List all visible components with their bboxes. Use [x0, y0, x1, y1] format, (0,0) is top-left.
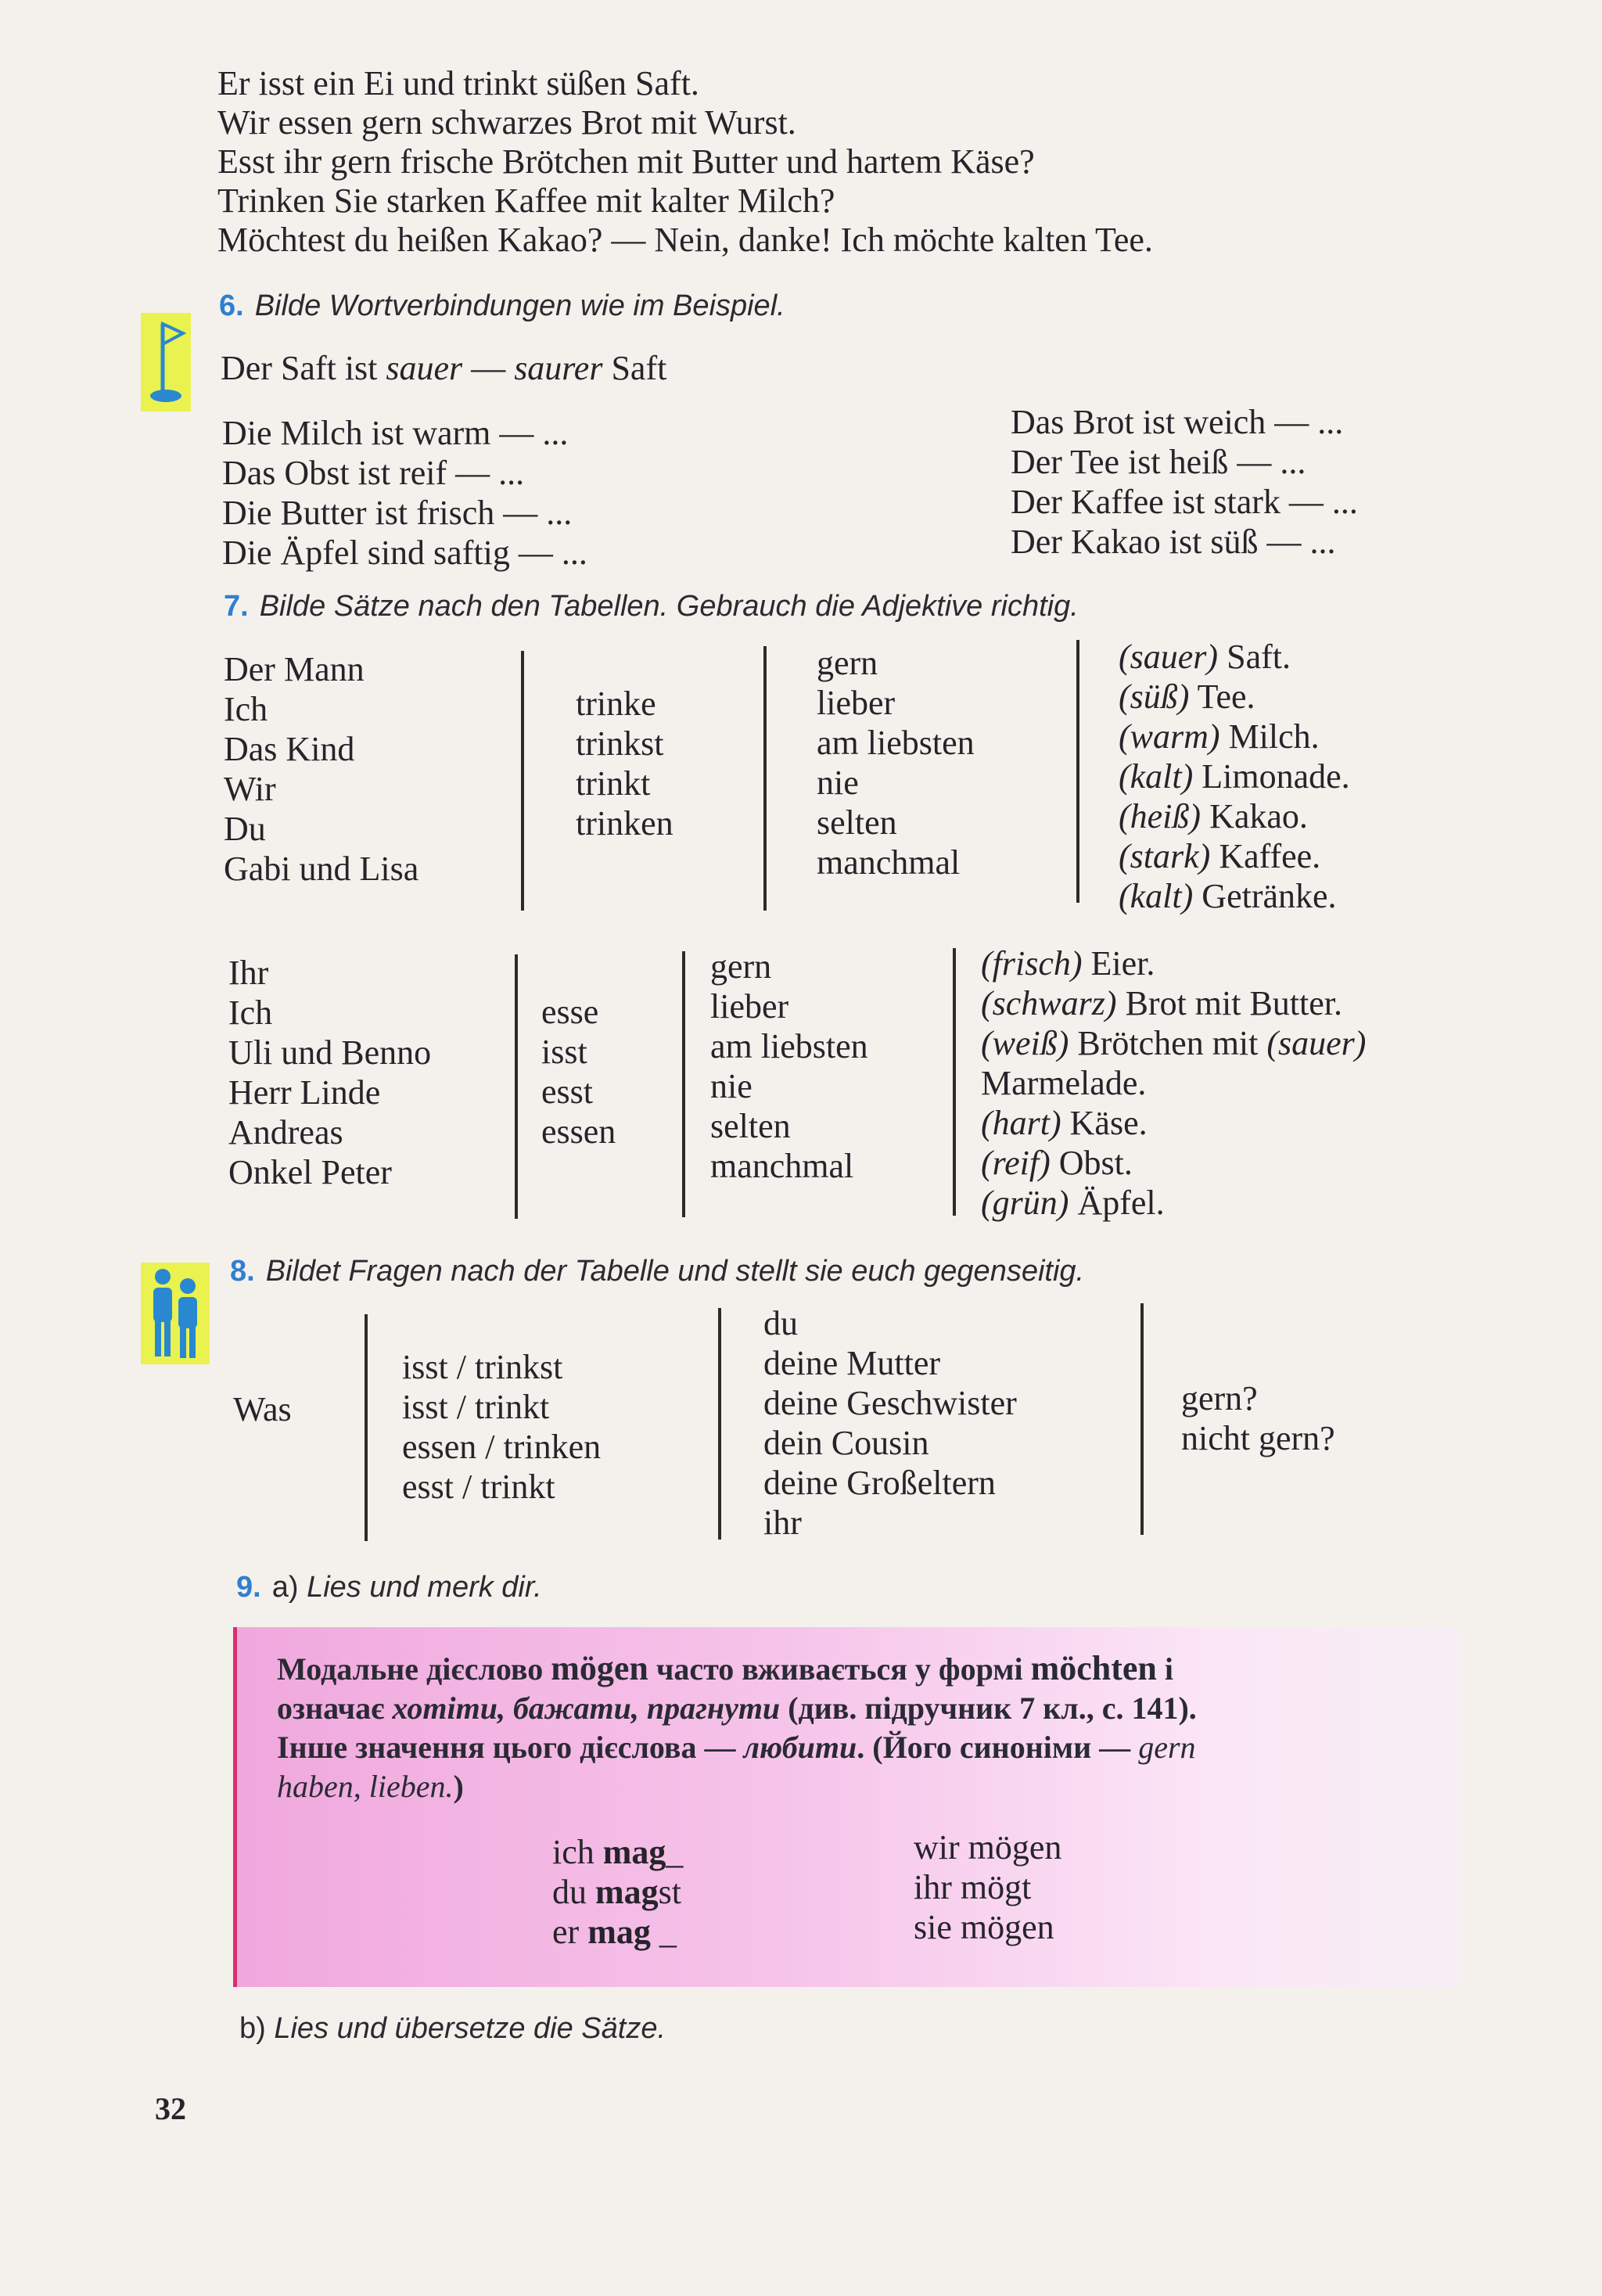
object: (hart) Käse. — [981, 1104, 1148, 1142]
task-instruction: Bilde Sätze nach den Tabellen. Gebrauch die Adjektive richtig. — [259, 590, 1079, 623]
table1-objects — [1119, 637, 1350, 916]
subject: Gabi und Lisa — [224, 850, 419, 888]
table-divider — [718, 1308, 721, 1540]
verb: isst — [541, 1033, 587, 1071]
table-divider — [1076, 640, 1079, 903]
intro-line: Wir essen gern schwarzes Brot mit Wurst. — [217, 103, 796, 142]
verb: trinkt — [576, 764, 651, 803]
intro-line: Er isst ein Ei und trinkt süßen Saft. — [217, 64, 699, 102]
subject: Du — [224, 810, 266, 848]
rule-accent-bar — [233, 1627, 237, 1987]
object: (kalt) Limonade. — [1119, 757, 1350, 796]
rule-line-1: Модальне дієслово mögen часто вживається у формі möchten і — [277, 1649, 1174, 1687]
task8-title — [230, 1255, 1084, 1288]
example-adjective: sauer — [386, 349, 463, 387]
table-divider — [763, 646, 767, 911]
table1-subjects — [224, 649, 418, 889]
rule-line-2: означає хотіти, бажати, прагнути (див. підручник 7 кл., с. 141). — [277, 1691, 1197, 1726]
object: (heiß) Kakao. — [1119, 797, 1308, 835]
table2-adverbs — [710, 947, 868, 1186]
table2-subjects — [228, 953, 431, 1192]
phrase: Der Kaffee ist stark — ... — [1011, 483, 1358, 521]
adverb: manchmal — [817, 843, 961, 882]
conjugation-form: er mag _ — [552, 1913, 677, 1951]
task-instruction: Lies und merk dir. — [307, 1571, 542, 1604]
verb: essen / trinken — [402, 1428, 602, 1466]
verb: esst / trinkt — [402, 1468, 555, 1506]
person: deine Mutter — [763, 1344, 941, 1382]
object: (stark) Kaffee. — [1119, 837, 1321, 875]
intro-line: Trinken Sie starken Kaffee mit kalter Milch? — [217, 181, 835, 220]
conjugation-form: du magst — [552, 1873, 682, 1911]
adverb: nie — [710, 1067, 753, 1105]
task6-left-column — [222, 413, 587, 573]
intro-line: Esst ihr gern frische Brötchen mit Butter und hartem Käse? — [217, 142, 1035, 181]
verb: isst / trinkt — [402, 1388, 550, 1426]
rule-line-3: Інше значення цього дієслова — любити. (Його синоніми — gern — [277, 1730, 1196, 1765]
phrase: Die Äpfel sind saftig — ... — [222, 534, 587, 572]
table-divider — [521, 651, 524, 911]
subject: Andreas — [228, 1113, 343, 1152]
verb: essen — [541, 1112, 616, 1151]
part-label: a) — [271, 1571, 299, 1604]
object: (schwarz) Brot mit Butter. — [981, 984, 1343, 1022]
subject: Onkel Peter — [228, 1153, 392, 1191]
subject: Der Mann — [224, 650, 365, 688]
intro-text — [217, 64, 1153, 260]
adverb: selten — [817, 803, 897, 842]
table2-objects — [981, 943, 1366, 1223]
verb: trinken — [576, 804, 673, 843]
verb: trinke — [576, 684, 656, 723]
task6-example — [221, 349, 666, 388]
object: (reif) Obst. — [981, 1144, 1133, 1182]
conjugation-form: sie mögen — [914, 1908, 1054, 1946]
pair-work-icon — [141, 1263, 210, 1364]
subject: Herr Linde — [228, 1073, 381, 1112]
table-divider — [682, 951, 685, 1217]
adverb: am liebsten — [710, 1027, 868, 1065]
conjugation-form: ihr mögt — [914, 1868, 1032, 1906]
phrase: Das Brot ist weich — ... — [1011, 403, 1344, 441]
task-number: 8. — [230, 1255, 255, 1288]
example-text: Der Saft ist — [221, 349, 386, 387]
object: (weiß) Brötchen mit (sauer) — [981, 1024, 1367, 1062]
table1-verbs — [576, 684, 673, 843]
table-divider — [953, 948, 956, 1216]
adverb: selten — [710, 1107, 791, 1145]
table3-persons — [763, 1303, 1017, 1543]
phrase: Das Obst ist reif — ... — [222, 454, 525, 492]
object: Marmelade. — [981, 1064, 1147, 1102]
adverb: am liebsten — [817, 724, 975, 762]
person: deine Geschwister — [763, 1384, 1017, 1422]
example-noun: Saft — [602, 349, 667, 387]
ending: nicht gern? — [1181, 1419, 1335, 1457]
phrase: Die Milch ist warm — ... — [222, 414, 569, 452]
person: ihr — [763, 1504, 802, 1542]
example-dash: — — [462, 349, 515, 387]
example-result: saurer — [514, 349, 603, 387]
table3-endings — [1181, 1378, 1335, 1458]
phrase: Der Kakao ist süß — ... — [1011, 523, 1336, 561]
person: deine Großeltern — [763, 1464, 996, 1502]
ending: gern? — [1181, 1379, 1258, 1417]
task-number: 6. — [219, 289, 244, 322]
task6-right-column — [1011, 402, 1358, 562]
verb: esse — [541, 993, 599, 1031]
conjugation-form: wir mögen — [914, 1828, 1062, 1867]
table1-adverbs — [817, 643, 975, 882]
phrase: Der Tee ist heiß — ... — [1011, 443, 1306, 481]
verb: trinkst — [576, 724, 664, 763]
person: du — [763, 1304, 798, 1342]
subject: Das Kind — [224, 730, 355, 768]
adverb: gern — [710, 947, 772, 986]
adverb: manchmal — [710, 1147, 854, 1185]
subject: Ich — [228, 993, 273, 1032]
table-divider — [515, 954, 518, 1219]
person: dein Cousin — [763, 1424, 929, 1462]
subject: Uli und Benno — [228, 1033, 432, 1072]
task-instruction: Bildet Fragen nach der Tabelle und stellt sie euch gegenseitig. — [265, 1255, 1085, 1288]
table3-word — [233, 1389, 292, 1429]
question-word: Was — [233, 1390, 292, 1428]
rule-line-4: haben, lieben.) — [277, 1769, 464, 1804]
conjugation-singular — [552, 1832, 683, 1952]
adverb: lieber — [710, 987, 789, 1026]
task-instruction: Bilde Wortverbindungen wie im Beispiel. — [254, 289, 785, 322]
task9a-title — [236, 1571, 542, 1604]
conjugation-plural — [914, 1827, 1061, 1947]
table-divider — [365, 1314, 368, 1541]
object: (frisch) Eier. — [981, 944, 1155, 983]
task-instruction: Lies und übersetze die Sätze. — [274, 2012, 666, 2045]
adverb: lieber — [817, 684, 896, 722]
part-label: b) — [239, 2012, 266, 2045]
verb: isst / trinkst — [402, 1348, 563, 1386]
task-number: 7. — [224, 590, 249, 623]
object: (sauer) Saft. — [1119, 638, 1291, 676]
conjugation-form: ich mag_ — [552, 1833, 684, 1871]
subject: Ihr — [228, 954, 269, 992]
object: (grün) Äpfel. — [981, 1184, 1165, 1222]
adverb: nie — [817, 764, 859, 802]
subject: Wir — [224, 770, 276, 808]
intro-line: Möchtest du heißen Kakao? — Nein, danke! Ich möchte kalten Tee. — [217, 221, 1153, 259]
verb: esst — [541, 1073, 593, 1111]
object: (warm) Milch. — [1119, 717, 1320, 756]
adverb: gern — [817, 644, 878, 682]
subject: Ich — [224, 690, 268, 728]
task6-title — [219, 289, 785, 323]
phrase: Die Butter ist frisch — ... — [222, 494, 573, 532]
table2-verbs — [541, 992, 616, 1152]
rule-text — [277, 1649, 1197, 1806]
table3-verbs — [402, 1347, 601, 1507]
task-number: 9. — [236, 1571, 261, 1604]
task9b-title — [239, 2012, 666, 2046]
object: (kalt) Getränke. — [1119, 877, 1337, 915]
task7-title — [224, 590, 1079, 623]
flag-icon — [141, 313, 191, 411]
page-number: 32 — [155, 2091, 186, 2126]
table-divider — [1140, 1303, 1144, 1535]
object: (süß) Tee. — [1119, 677, 1255, 716]
